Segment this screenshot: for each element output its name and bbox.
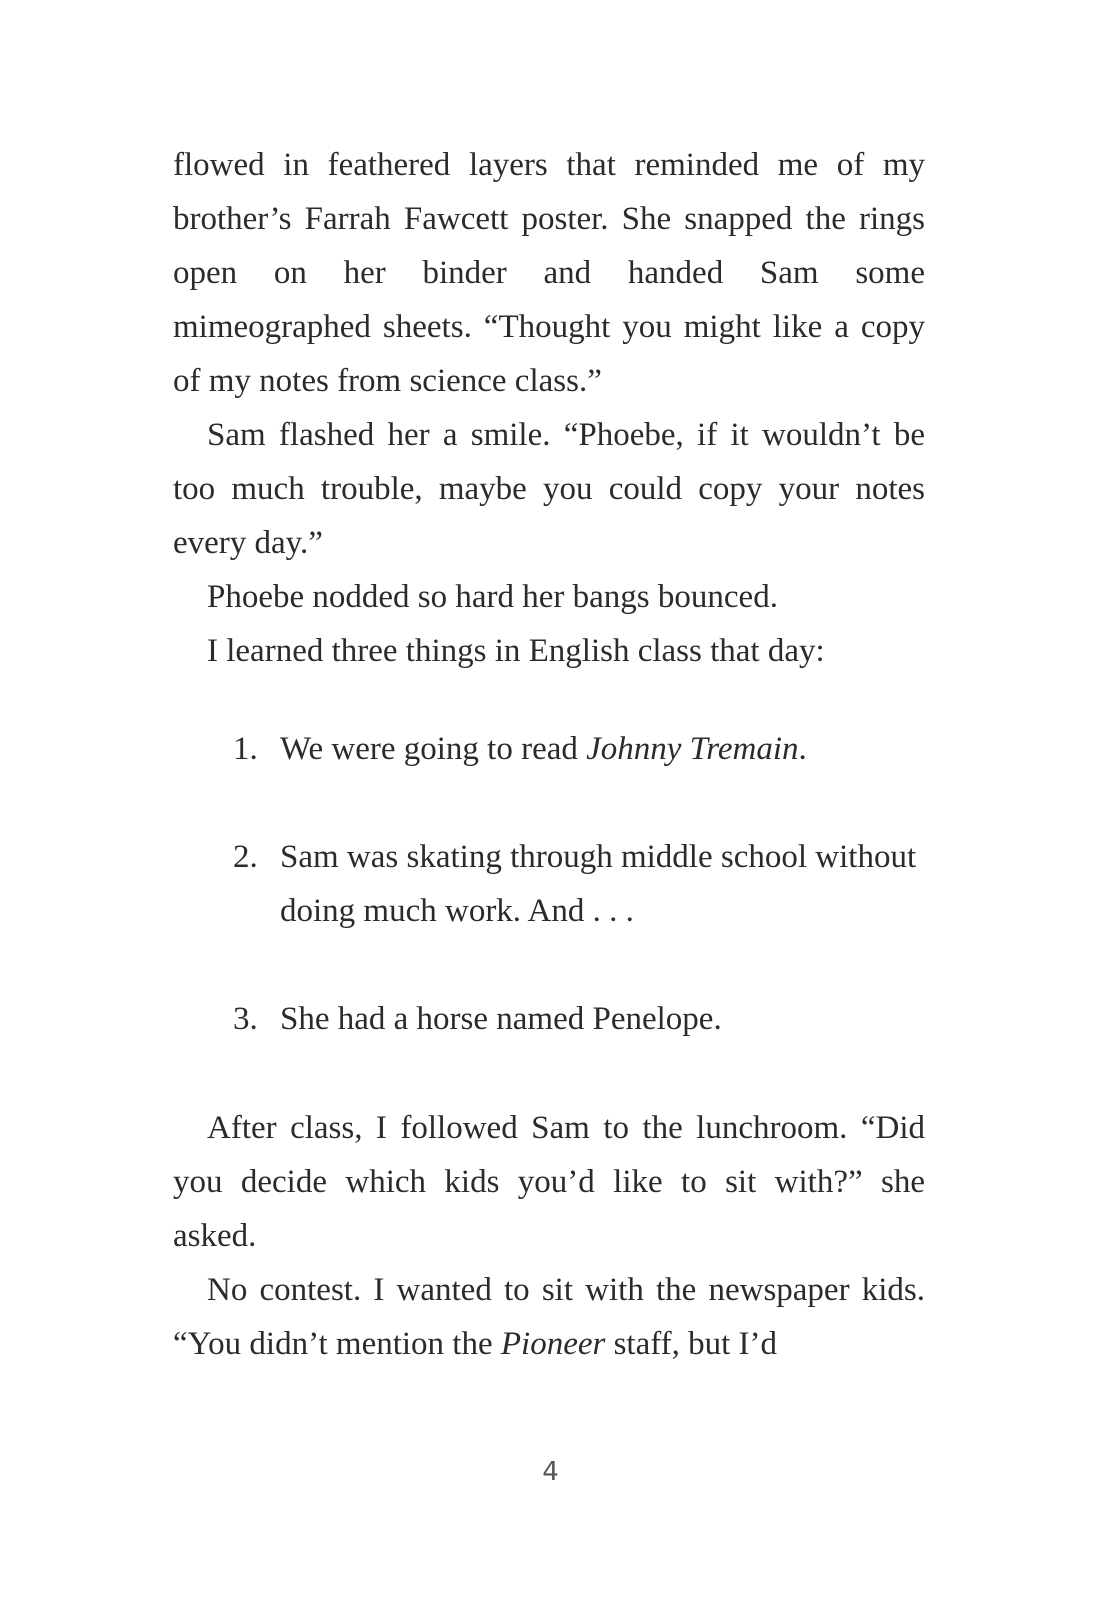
list-item (173, 722, 925, 776)
paragraph-3: Phoebe nodded so hard her bangs bounced. (207, 579, 778, 615)
book-title-johnny-tremain: Johnny Tremain (586, 731, 799, 767)
bottom-text-block (173, 1101, 925, 1371)
paragraph-5 (173, 1101, 925, 1263)
list-item-text (280, 722, 925, 776)
paragraph-6-text: No contest. I wanted to sit with the newspaper kids. “You didn’t mention the (173, 1272, 925, 1362)
paragraph-5-text: After class, I followed Sam to the lunchroom. “Did you decide which kids you’d like to sit with?” she asked. (173, 1110, 925, 1254)
list-item-text-after: . (798, 731, 807, 767)
list-item (173, 992, 925, 1046)
list-item-text-before: Sam was skating through middle school without doing much work. And . . . (280, 839, 917, 929)
paragraph-4: I learned three things in English class that day: (207, 633, 825, 669)
paragraph-1: flowed in feathered layers that reminded me of my brother’s Farrah Fawcett poster. She snapped the rings open on her binder and handed Sam some mimeographed sheets. “Thought you might like a copy of my notes from science class.” (173, 147, 925, 399)
list-item-text-before: She had a horse named Penelope. (280, 1001, 722, 1037)
numbered-list (173, 722, 925, 1100)
list-item-text-before: We were going to read (280, 731, 587, 767)
paragraph-6-text-after: staff, but I’d (605, 1326, 778, 1362)
list-item (173, 830, 925, 938)
list-item-text (280, 830, 925, 938)
newspaper-name-pioneer: Pioneer (500, 1326, 606, 1362)
list-item-text (280, 992, 925, 1046)
list-number: 3. (233, 1001, 258, 1037)
list-number: 2. (233, 839, 258, 875)
page-number: 4 (542, 1457, 559, 1487)
top-text-block (173, 138, 925, 678)
paragraph-2: Sam flashed her a smile. “Phoebe, if it wouldn’t be too much trouble, maybe you could copy your notes every day.” (173, 417, 925, 561)
list-number: 1. (233, 731, 258, 767)
paragraph-6 (173, 1263, 925, 1371)
